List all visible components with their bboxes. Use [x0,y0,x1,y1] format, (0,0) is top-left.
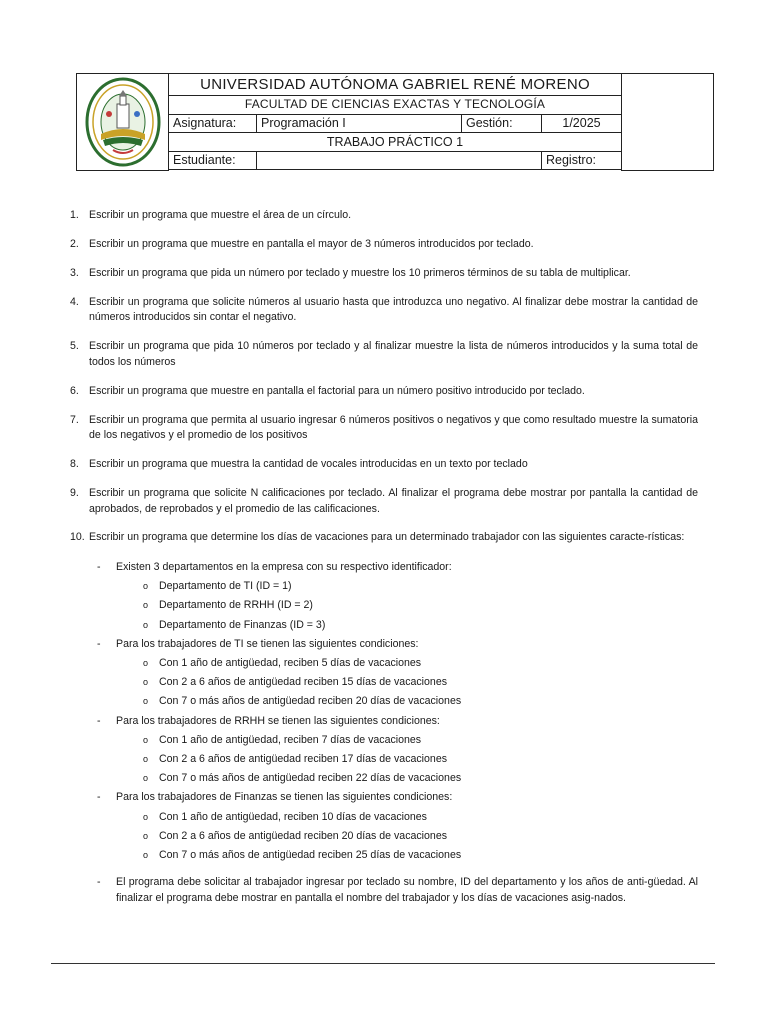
list-item: 9. Escribir un programa que solicite N calificaciones por teclado. Al finalizar el programa debe mostrar por pantalla la cantidad de aprobados, de reprobados y el promedio de las calificaciones. [70,486,698,515]
blank-corner-cell [622,74,714,171]
department-item: o Departamento de Finanzas (ID = 3) [143,618,326,631]
rrhh-intro: - Para los trabajadores de RRHH se tienen las siguientes condiciones: [97,714,440,727]
university-seal-icon [83,74,163,170]
university-name: UNIVERSIDAD AUTÓNOMA GABRIEL RENÉ MORENO [169,74,622,96]
rrhh-condition: o Con 2 a 6 años de antigüedad reciben 17 días de vacaciones [143,753,448,766]
ti-condition: o Con 1 año de antigüedad, reciben 5 días de vacaciones [143,657,422,669]
ti-condition: o Con 2 a 6 años de antigüedad reciben 15 días de vacaciones [143,676,448,689]
assignment-title: TRABAJO PRÁCTICO 1 [169,133,622,152]
ti-condition: o Con 7 o más años de antigüedad reciben 20 días de vacaciones [143,695,462,708]
fin-condition: o Con 1 año de antigüedad, reciben 10 días de vacaciones [143,810,427,823]
vacation-rules [70,558,698,906]
university-logo [77,74,169,171]
list-item: 6. Escribir un programa que muestre en pantalla el factorial para un número positivo introducido por teclado. [70,384,585,397]
list-item: 10. Escribir un programa que determine los días de vacaciones para un determinado trabajador con las siguientes caracte-rísticas: [70,531,685,544]
list-item: 7. Escribir un programa que permita al usuario ingresar 6 números positivos o negativos y que como resultado muestre la sumatoria de los negativos y el promedio de los positivos [70,413,698,442]
student-value[interactable] [257,151,542,170]
list-item: 5. Escribir un programa que pida 10 números por teclado y al finalizar muestre la lista de números introducidos y la suma total de todos los números [70,340,698,368]
fin-intro: - Para los trabajadores de Finanzas se tienen las siguientes condiciones: [97,791,453,804]
rrhh-condition: o Con 7 o más años de antigüedad reciben 22 días de vacaciones [143,772,462,785]
rrhh-condition: o Con 1 año de antigüedad, reciben 7 días de vacaciones [143,733,422,746]
department-item: o Departamento de TI (ID = 1) [143,580,292,593]
header-table [76,73,714,171]
subject-value: Programación I [257,114,462,133]
list-item: 3. Escribir un programa que pida un número por teclado y muestre los 10 primeros términos de su tabla de multiplicar. [70,266,631,279]
registry-label: Registro: [542,151,622,170]
faculty-name: FACULTAD DE CIENCIAS EXACTAS Y TECNOLOGÍA [169,96,622,115]
closing-instruction: - El programa debe solicitar al trabajador ingresar por teclado su nombre, ID del departamento y los años de anti-güedad. Al finalizar el programa debe mostrar en pantalla el nombre del trabajador y los días de vacaciones asig-nados. [97,876,698,904]
fin-condition: o Con 7 o más años de antigüedad reciben 25 días de vacaciones [143,849,462,862]
departments-intro: - Existen 3 departamentos en la empresa con su respectivo identificador: [97,560,452,573]
list-item: 4. Escribir un programa que solicite números al usuario hasta que introduzca uno negativo. Al finalizar debe mostrar la cantidad de números introducidos sin contar el negativo. [70,295,698,324]
ti-intro: - Para los trabajadores de TI se tienen las siguientes condiciones: [97,637,419,650]
list-item: 2. Escribir un programa que muestre en pantalla el mayor de 3 números introducidos por teclado. [70,237,534,250]
fin-condition: o Con 2 a 6 años de antigüedad reciben 20 días de vacaciones [143,829,448,842]
term-label: Gestión: [462,114,542,133]
term-value: 1/2025 [542,114,622,133]
list-item: 1. Escribir un programa que muestre el área de un círculo. [70,209,352,221]
subject-label: Asignatura: [169,114,257,133]
footer-divider [51,963,715,964]
department-item: o Departamento de RRHH (ID = 2) [143,599,313,612]
exercise-list [70,208,698,906]
list-item: 8. Escribir un programa que muestra la cantidad de vocales introducidas en un texto por teclado [70,458,528,471]
student-label: Estudiante: [169,151,257,170]
